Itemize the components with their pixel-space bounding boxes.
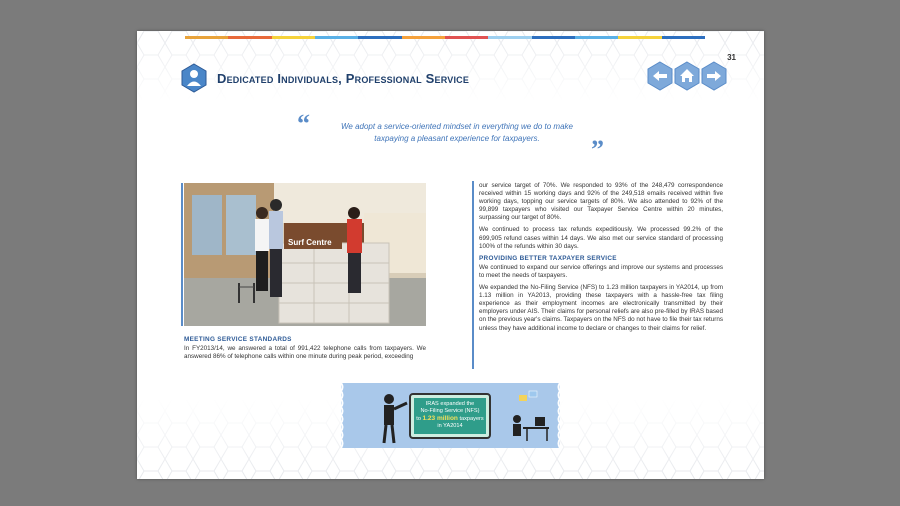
taxpayer-at-desk-icon [513,391,549,441]
arrow-right-icon[interactable] [701,61,727,91]
stripe-segment [618,36,661,39]
nfs-infographic [341,383,560,448]
open-quote-mark: “ [297,109,310,138]
page-title: Dedicated Individuals, Professional Service [217,71,470,86]
pull-quote [327,121,587,145]
service-centre-photo [184,183,426,326]
callout-line-2: No-Filing Service (NFS) [420,408,480,414]
person-icon [181,63,207,93]
right-paragraph-3: We continued to expand our service offerings and improve our systems and processes to meet the needs of taxpayers. [479,263,723,279]
photo-sign-text: Surf Centre [288,238,332,247]
document-page [137,31,764,479]
callout-line-3-post: taxpayers [457,416,484,422]
left-column [184,336,426,365]
presenter-icon [384,394,407,443]
nfs-callout [409,393,491,439]
page-number: 31 [727,53,736,62]
stripe-segment [228,36,271,39]
callout-line-4: in YA2014 [437,423,463,429]
heading-providing-better-service: PROVIDING BETTER TAXPAYER SERVICE [479,254,617,262]
callout-line-3-pre: to [416,416,423,422]
right-column-rule [472,181,474,369]
heading-meeting-service-standards: MEETING SERVICE STANDARDS [184,336,292,343]
stripe-segment [532,36,575,39]
stripe-segment [445,36,488,39]
pull-quote-line-1: We adopt a service-oriented mindset in everything we do to make [341,122,573,131]
home-icon[interactable] [674,61,700,91]
photo-rule [181,183,183,326]
left-column-paragraph: In FY2013/14, we answered a total of 991,422 telephone calls from taxpayers. We answered 86% of telephone calls within one minute during peak period, exceeding [184,345,426,361]
stripe-segment [272,36,315,39]
pull-quote-line-2: taxpaying a pleasant experience for taxpayers. [374,134,540,143]
stripe-segment [662,36,705,39]
stripe-segment [358,36,401,39]
stripe-segment [488,36,531,39]
right-paragraph-4: We expanded the No-Filing Service (NFS) to 1.23 million taxpayers in YA2014, up from 1.13 million in YA2013, providing these taxpayers with a hassle-free tax filing experience as their employment incomes are electronically transmitted by their employers under AIS. Their claims for personal reliefs are also pre-filled by IRAS based on the previous year's claims. Taxpayers on the NFS do not have to file their tax returns unless they have additional income to declare or changes to their claims for relief. [479,284,723,332]
callout-line-1: IRAS expanded the [425,401,475,407]
color-stripe [185,36,705,39]
callout-line-3 [414,415,486,423]
close-quote-mark: ” [591,135,604,164]
stripe-segment [315,36,358,39]
callout-highlight: 1.23 million [422,415,458,422]
page-navigation [647,61,727,91]
stripe-segment [575,36,618,39]
arrow-left-icon[interactable] [647,61,673,91]
right-paragraph-1: our service target of 70%. We responded to 93% of the 248,479 correspondence received within 15 working days and 92% of the 249,518 emails received within five working days, topping our service targets of 80%. We also attended to 92% of the 99,899 taxpayers who visited our Taxpayer Service Centre within 20 minutes, surpassing our target of 80%. [479,182,723,222]
stripe-segment [402,36,445,39]
right-paragraph-2: We continued to process tax refunds expeditiously. We processed 99.2% of the 699,905 refund cases within 14 days. We also met our service standard of processing 100% of the refunds within 30 days. [479,226,723,250]
right-column [479,182,723,337]
stripe-segment [185,36,228,39]
